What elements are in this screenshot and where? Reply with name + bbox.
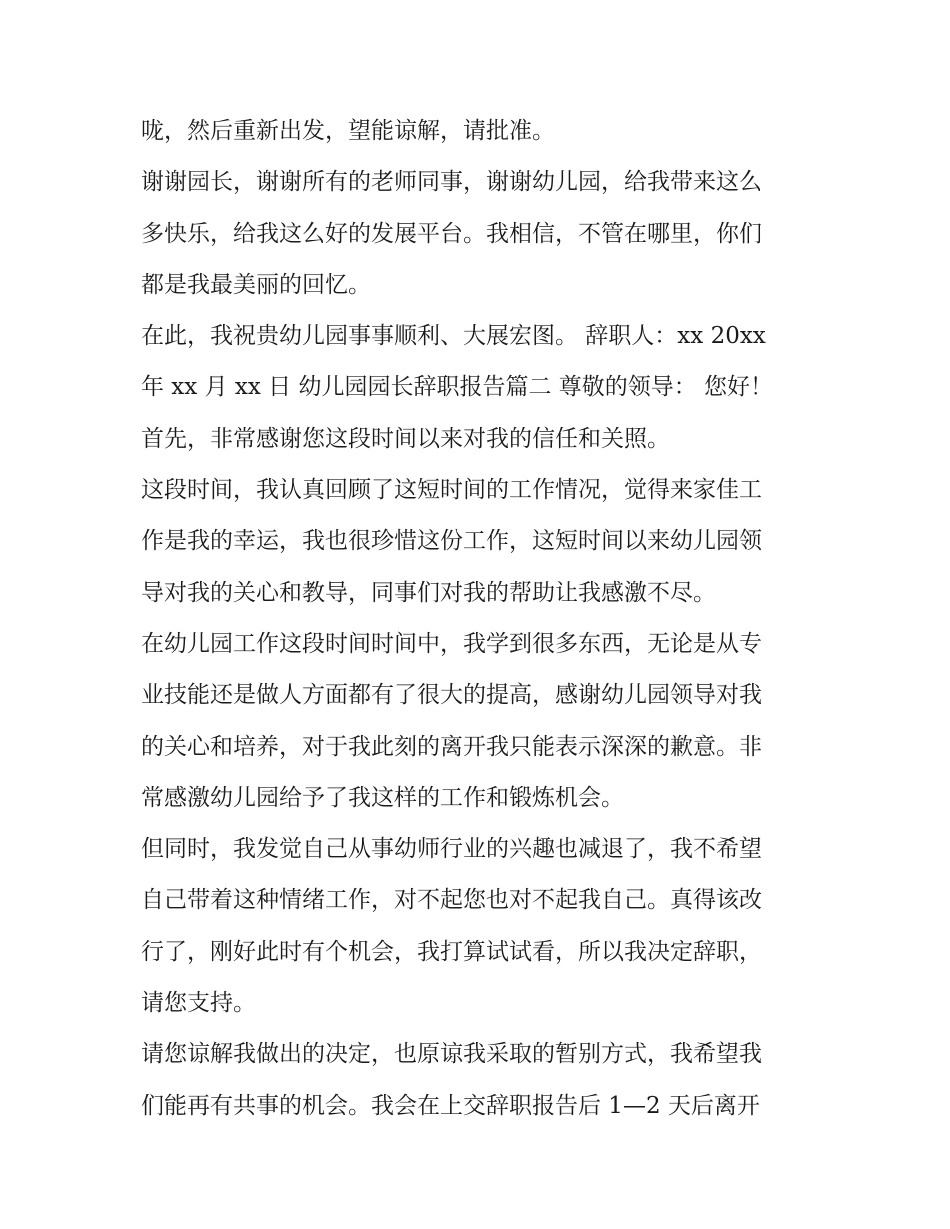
text-line: 在此，我祝贵幼儿园事事顺利、大展宏图。 辞职人：xx 20xx	[141, 323, 766, 350]
text-line: 谢谢园长，谢谢所有的老师同事，谢谢幼儿园，给我带来这么	[141, 169, 762, 196]
text-line: 自己带着这种情绪工作，对不起您也对不起我自己。真得该改	[141, 887, 762, 914]
text-line: 的关心和培养，对于我此刻的离开我只能表示深深的歉意。非	[141, 733, 762, 760]
text-line: 首先，非常感谢您这段时间以来对我的信任和关照。	[141, 425, 670, 452]
text-line: 这段时间，我认真回顾了这短时间的工作情况，觉得来家佳工	[141, 477, 762, 504]
body-text	[141, 106, 821, 1132]
text-line: 行了，刚好此时有个机会，我打算试试看，所以我决定辞职，	[141, 938, 762, 965]
text-line: 但同时，我发觉自己从事幼师行业的兴趣也减退了，我不希望	[141, 836, 762, 863]
text-line: 导对我的关心和教导，同事们对我的帮助让我感激不尽。	[141, 579, 716, 606]
text-line: 们能再有共事的机会。我会在上交辞职报告后 1—2 天后离开	[141, 1092, 760, 1119]
text-line: 多快乐，给我这么好的发展平台。我相信，不管在哪里，你们	[141, 220, 762, 247]
text-line: 在幼儿园工作这段时间时间中，我学到很多东西，无论是从专	[141, 630, 762, 657]
text-line: 都是我最美丽的回忆。	[141, 271, 371, 298]
text-line: 年 xx 月 xx 日 幼儿园园长辞职报告篇二 尊敬的领导： 您好！	[141, 374, 774, 401]
text-line: 请您支持。	[141, 990, 256, 1017]
text-line: 常感激幼儿园给予了我这样的工作和锻炼机会。	[141, 784, 624, 811]
text-line: 咙，然后重新出发，望能谅解，请批准。	[141, 118, 555, 144]
text-line: 请您谅解我做出的决定，也原谅我采取的暂别方式，我希望我	[141, 1041, 762, 1068]
text-line: 作是我的幸运，我也很珍惜这份工作，这短时间以来幼儿园领	[141, 528, 762, 555]
text-line: 业技能还是做人方面都有了很大的提高，感谢幼儿园领导对我	[141, 682, 762, 709]
